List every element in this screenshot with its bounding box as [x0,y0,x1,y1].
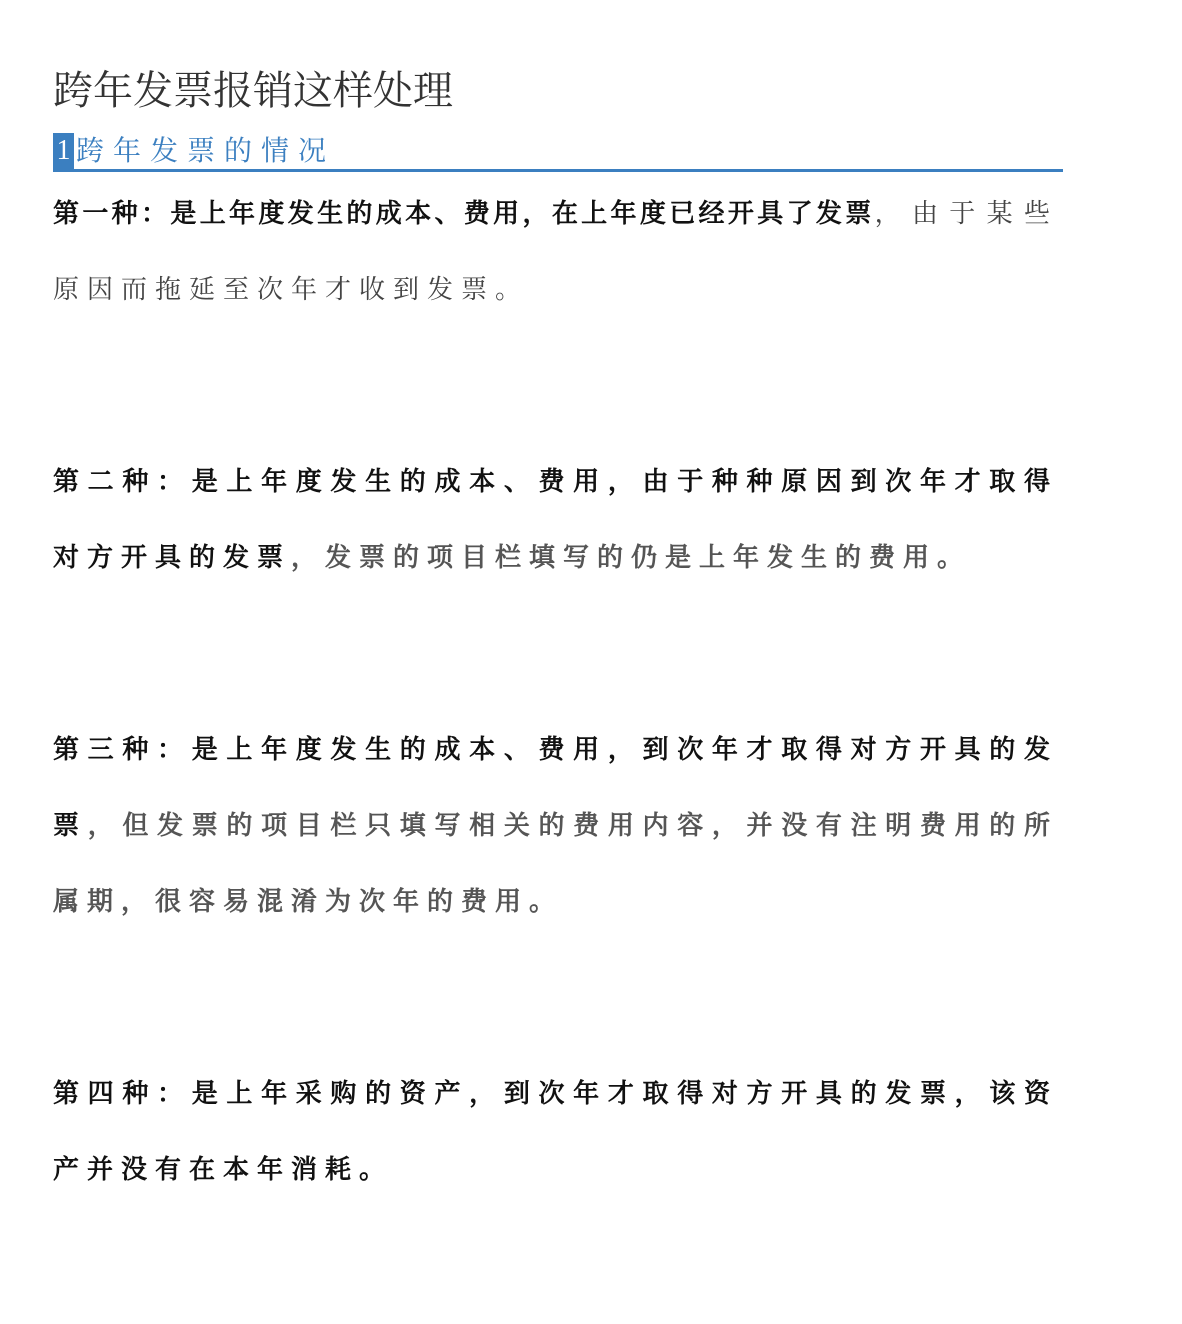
page-title: 跨年发票报销这样处理 [53,67,453,114]
paragraph-3 [53,712,1058,940]
text-line [53,176,1058,252]
text-segment: 属期，很容易混淆为次年的费用。 [53,887,564,917]
text-segment: ，但发票的项目栏只填写相关的费用内容，并没有注明费用的所 [87,811,1058,841]
text-segment: 产并没有在本年消耗。 [53,1155,394,1185]
text-segment: 第二种：是上年度发生的成本、费用，由于种种原因到次年才取得 [53,467,1058,497]
paragraph-2 [53,444,1058,596]
text-line [53,520,1058,596]
text-line [53,1056,1058,1132]
section-number-badge: 1 [53,133,74,169]
text-segment: 第三种：是上年度发生的成本、费用，到次年才取得对方开具的发 [53,735,1058,765]
text-line [53,1132,1058,1208]
article-body [53,176,1058,1324]
text-segment: ，由于某些 [874,199,1058,229]
text-line [53,712,1058,788]
text-segment: 第一种：是上年度发生的成本、费用，在上年度已经开具了发票 [53,199,875,229]
text-line [53,252,1058,328]
text-line [53,864,1058,940]
section-heading: 跨年发票的情况 [76,134,336,167]
section-header [53,131,1063,172]
text-segment: ，发票的项目栏填写的仍是上年发生的费用。 [291,543,972,573]
paragraph-4 [53,1056,1058,1208]
paragraph-1 [53,176,1058,328]
text-segment: 对方开具的发票 [53,543,292,573]
text-segment: 第四种：是上年采购的资产，到次年才取得对方开具的发票，该资 [53,1079,1058,1109]
text-segment: 原因而拖延至次年才收到发票。 [53,275,530,305]
text-line [53,788,1058,864]
text-segment: 票 [53,811,88,841]
text-line [53,444,1058,520]
